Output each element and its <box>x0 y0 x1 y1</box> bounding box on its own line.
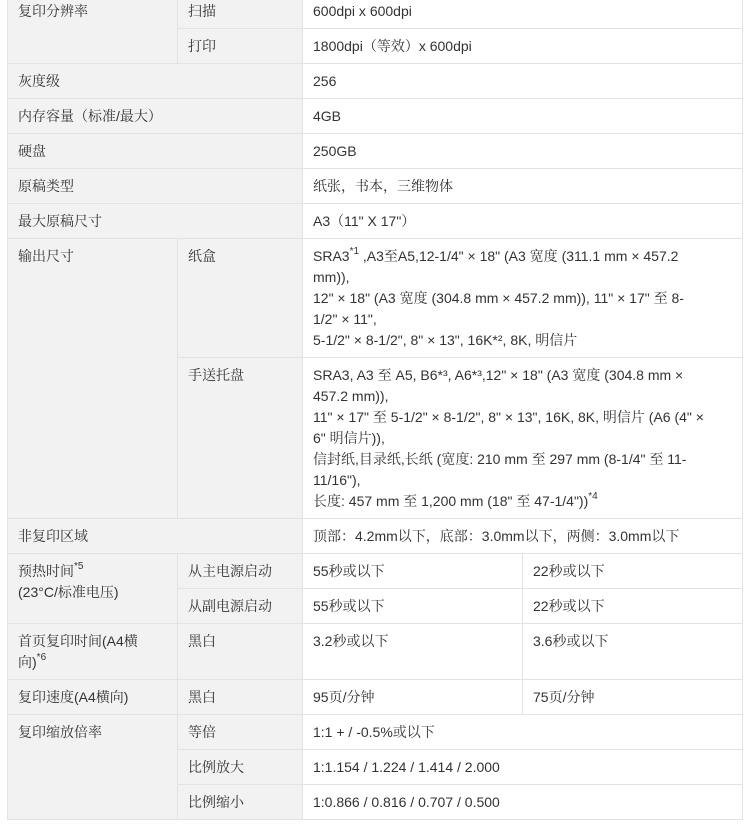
sub-label-scan: 扫描 <box>178 0 303 29</box>
table-row <box>8 239 743 358</box>
sub-label-bypass: 手送托盘 <box>178 358 303 519</box>
value-main-power-2: 22秒或以下 <box>523 554 743 589</box>
footnote-5: *5 <box>74 561 84 573</box>
sub-label-zoom-same: 等倍 <box>178 715 303 750</box>
value-max-original: A3（11" X 17"） <box>303 204 743 239</box>
sub-label-tray: 纸盒 <box>178 239 303 358</box>
value-copy-speed-1: 95页/分钟 <box>303 680 523 715</box>
sub-label-first-copy-mode: 黑白 <box>178 624 303 680</box>
row-label-copy-resolution: 复印分辨率 <box>8 0 178 64</box>
value-tray <box>303 239 743 358</box>
row-label-copy-speed: 复印速度(A4横向) <box>8 680 178 715</box>
table-row <box>8 169 743 204</box>
value-memory: 4GB <box>303 99 743 134</box>
value-zoom-same: 1:1 + / -0.5%或以下 <box>303 715 743 750</box>
value-sub-power-1: 55秒或以下 <box>303 589 523 624</box>
row-label-max-original: 最大原稿尺寸 <box>8 204 303 239</box>
warmup-label-line-2: (23°C/标准电压) <box>18 584 119 600</box>
bypass-line-7-text: 长度: 457 mm 至 1,200 mm (18" 至 47-1/4")) <box>313 493 589 509</box>
row-label-output-size: 输出尺寸 <box>8 239 178 519</box>
sub-label-zoom-enlarge: 比例放大 <box>178 750 303 785</box>
value-scan: 600dpi x 600dpi <box>303 0 743 29</box>
sub-label-print: 打印 <box>178 29 303 64</box>
footnote-4: *4 <box>588 491 598 503</box>
bypass-line-2: 457.2 mm)), <box>313 388 389 404</box>
value-grayscale: 256 <box>303 64 743 99</box>
bypass-line-1: SRA3, A3 至 A5, B6*³, A6*³,12" × 18" (A3 宽度 (304.8 mm × <box>313 367 684 383</box>
tray-line-5: 5-1/2" × 8-1/2", 8" × 13", 16K*², 8K, 明信片 <box>313 332 578 348</box>
row-label-non-copy-area: 非复印区域 <box>8 519 303 554</box>
row-label-grayscale: 灰度级 <box>8 64 303 99</box>
table-row <box>8 134 743 169</box>
bypass-line-6: 11/16"), <box>313 472 361 488</box>
table-row <box>8 554 743 589</box>
table-row <box>8 204 743 239</box>
sub-label-copy-speed-mode: 黑白 <box>178 680 303 715</box>
tray-line-2: mm)), <box>313 269 350 285</box>
table-row <box>8 99 743 134</box>
tray-line-1b: ,A3至A5,12-1/4" × 18" (A3 宽度 (311.1 mm × 457.2 <box>359 248 679 264</box>
value-bypass <box>303 358 743 519</box>
spec-table <box>7 0 743 820</box>
row-label-hdd: 硬盘 <box>8 134 303 169</box>
bypass-line-3: 11" × 17" 至 5-1/2" × 8-1/2", 8" × 13", 16K, 8K, 明信片 (A6 (4" × <box>313 409 704 425</box>
row-label-zoom: 复印缩放倍率 <box>8 715 178 820</box>
value-sub-power-2: 22秒或以下 <box>523 589 743 624</box>
footnote-1: *1 <box>349 246 360 258</box>
tray-line-4: 1/2" × 11", <box>313 311 377 327</box>
table-row <box>8 624 743 680</box>
value-zoom-reduce: 1:0.866 / 0.816 / 0.707 / 0.500 <box>303 785 743 820</box>
first-copy-label-line-1: 首页复印时间(A4横 <box>18 633 138 649</box>
sub-label-main-power: 从主电源启动 <box>178 554 303 589</box>
sub-label-zoom-reduce: 比例缩小 <box>178 785 303 820</box>
value-non-copy-area: 顶部：4.2mm以下，底部：3.0mm以下，两侧：3.0mm以下 <box>303 519 743 554</box>
value-first-copy-1: 3.2秒或以下 <box>303 624 523 680</box>
tray-line-1 <box>313 246 732 267</box>
row-label-first-copy <box>8 624 178 680</box>
sub-label-sub-power: 从副电源启动 <box>178 589 303 624</box>
value-print: 1800dpi（等效）x 600dpi <box>303 29 743 64</box>
tray-line-3: 12" × 18" (A3 宽度 (304.8 mm × 457.2 mm)), 11" × 17" 至 8- <box>313 290 684 306</box>
value-original-type: 纸张，书本，三维物体 <box>303 169 743 204</box>
table-row <box>8 519 743 554</box>
bypass-line-5: 信封纸,目录纸,长纸 (宽度: 210 mm 至 297 mm (8-1/4" 至 11- <box>313 451 687 467</box>
bypass-line-4: 6" 明信片)), <box>313 430 385 446</box>
table-row <box>8 715 743 750</box>
row-label-original-type: 原稿类型 <box>8 169 303 204</box>
footnote-6: *6 <box>36 652 47 664</box>
value-copy-speed-2: 75页/分钟 <box>523 680 743 715</box>
row-label-warmup <box>8 554 178 624</box>
bypass-line-7 <box>313 491 732 512</box>
value-first-copy-2: 3.6秒或以下 <box>523 624 743 680</box>
warmup-label-line-1: 预热时间 <box>18 563 74 579</box>
tray-line-1a: SRA3 <box>313 248 350 264</box>
value-main-power-1: 55秒或以下 <box>303 554 523 589</box>
value-zoom-enlarge: 1:1.154 / 1.224 / 1.414 / 2.000 <box>303 750 743 785</box>
row-label-memory: 内存容量（标准/最大） <box>8 99 303 134</box>
first-copy-label-line-2: 向) <box>18 654 37 670</box>
value-hdd: 250GB <box>303 134 743 169</box>
table-row <box>8 64 743 99</box>
table-row <box>8 0 743 29</box>
table-row <box>8 680 743 715</box>
